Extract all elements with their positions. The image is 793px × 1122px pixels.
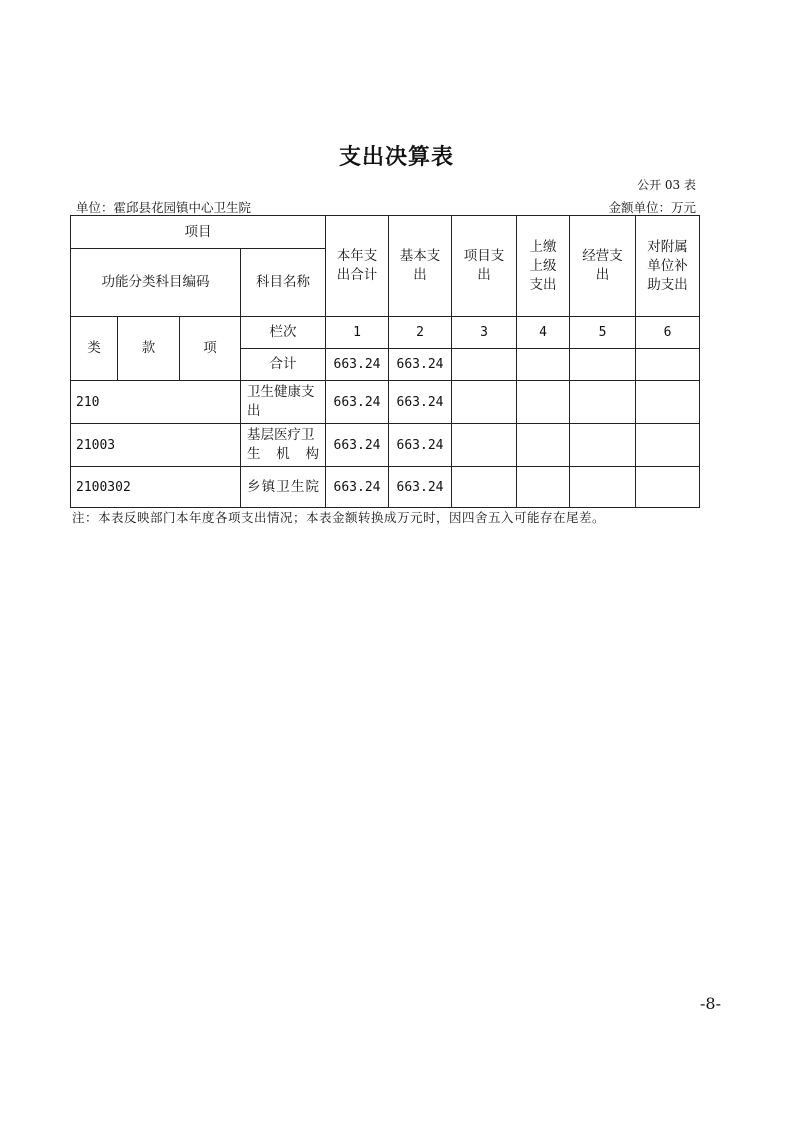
unit-label: 单位：霍邱县花园镇中心卫生院 (76, 200, 252, 215)
row-code: 21003 (71, 424, 241, 467)
header-project-expense: 项目支出 (452, 216, 517, 317)
row-basic: 663.24 (389, 467, 452, 508)
form-number: 公开 03 表 (637, 178, 696, 192)
page-number: -8- (700, 994, 721, 1013)
total-label: 合计 (241, 349, 326, 381)
table-row (71, 424, 700, 467)
header-name: 科目名称 (241, 249, 326, 317)
row-name: 基层医疗卫生机构 (241, 424, 326, 467)
header-project: 项目 (71, 216, 326, 249)
header-row-project (71, 216, 700, 249)
header-business: 经营支出 (570, 216, 636, 317)
header-subsidy: 对附属单位补助支出 (636, 216, 700, 317)
basic-amount: 663.24 (389, 349, 452, 381)
row-basic: 663.24 (389, 381, 452, 424)
header-basic: 基本支出 (389, 216, 452, 317)
expenditure-table (70, 215, 700, 508)
money-unit-label: 金额单位：万元 (608, 200, 696, 215)
col-number: 6 (636, 317, 700, 349)
header-code: 功能分类科目编码 (71, 249, 241, 317)
table-note: 注：本表反映部门本年度各项支出情况；本表金额转换成万元时，因四舍五入可能存在尾差。 (72, 510, 606, 525)
table-row (71, 467, 700, 508)
row-name: 乡镇卫生院 (241, 467, 326, 508)
table-row (71, 381, 700, 424)
row-basic: 663.24 (389, 424, 452, 467)
page-title: 支出决算表 (338, 144, 454, 170)
col-number: 5 (570, 317, 636, 349)
col-number: 3 (452, 317, 517, 349)
row-code: 210 (71, 381, 241, 424)
header-kuan: 款 (118, 317, 180, 381)
total-amount: 663.24 (326, 349, 389, 381)
header-lei: 类 (71, 317, 118, 381)
col-number: 4 (517, 317, 570, 349)
row-total: 663.24 (326, 381, 389, 424)
header-xiang: 项 (180, 317, 241, 381)
row-total: 663.24 (326, 467, 389, 508)
row-name: 卫生健康支出 (241, 381, 326, 424)
row-total: 663.24 (326, 424, 389, 467)
row-code: 2100302 (71, 467, 241, 508)
col-number: 1 (326, 317, 389, 349)
header-upper: 上缴上级支出 (517, 216, 570, 317)
header-total: 本年支出合计 (326, 216, 389, 317)
col-number: 2 (389, 317, 452, 349)
label-lanci: 栏次 (241, 317, 326, 349)
column-number-row (71, 317, 700, 349)
